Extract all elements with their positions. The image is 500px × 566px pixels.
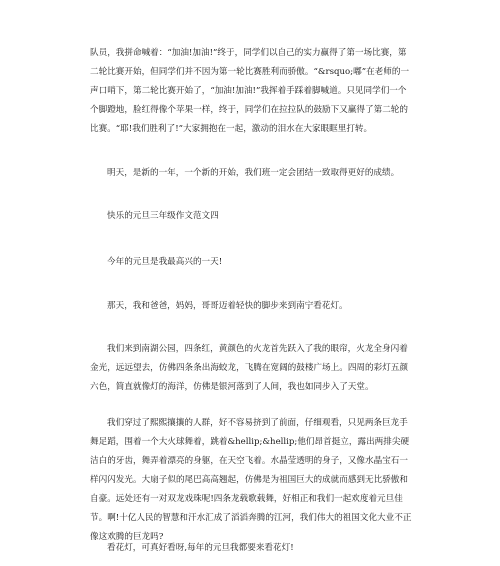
paragraph-victory-story: 队员，我拼命喊着：“加油!加油!”终于，同学们以自己的实力赢得了第一场比赛，第二轮比赛开始，但同学们并不因为第一轮比赛胜利而骄傲。“&rsquo;嘟”在老师的一声口哨下，第二轮比赛开始了，“加油!加油!”我挥着手踩着脚喊道。只见同学们一个个脚蹬地，脸红得像个苹果一样，终于，同学们在拉拉队的鼓励下又赢得了第二轮的比赛。“耶!我们胜利了!”大家拥抱在一起，激动的泪水在大家眼眶里打转。	[90, 48, 410, 134]
paragraph-new-year-resolution: 明天，是新的一年，一个新的开始，我们班一定会团结一致取得更好的成绩。	[107, 168, 400, 178]
section-title-essay-four: 快乐的元旦三年级作文范文四	[107, 211, 219, 221]
paragraph-nanhu-park: 我们来到南湖公园，四条红，黄颜色的火龙首先跃入了我的眼帘，火龙全身闪着金光，远远望去，仿佛四条条出海蛟龙，飞腾在宽阔的鼓楼广场上。四周的彩灯五颜六色，简直就像灯的海洋，仿佛是银河落到了人间，我也如同步入了天堂。	[90, 344, 408, 392]
paragraph-visit-lanterns: 那天，我和爸爸，妈妈，哥哥迈着轻快的脚步来到南宁看花灯。	[107, 301, 348, 311]
paragraph-happiest-day: 今年的元旦是我最高兴的一天!	[107, 257, 223, 267]
paragraph-closing: 看花灯，可真好看呀,每年的元旦我都要来看花灯!	[107, 543, 294, 553]
paragraph-dragon-dance: 我们穿过了熙熙攘攘的人群，好不容易挤到了前面，仔细观看，只见两条巨龙手舞足蹈，围着一个大火球舞着，跳着&hellip;&hellip;他们昂首挺立，露出两排尖硬洁白的牙齿，舞弄着漂亮的身躯，在天空飞着。水晶莹透明的身子，又像水晶宝石一样闪闪发光。大扇子似的尾巴高高翘起，仿佛是为祖国巨大的成就而感到无比骄傲和自豪。远处还有一对双龙戏珠呢!四条龙载歌载舞，好相正和我们一起欢度着元旦佳节。啊!十亿人民的智慧和汗水汇成了滔滔奔腾的江河，我们伟大的祖国文化大业不正像这欢腾的巨龙吗?	[90, 418, 412, 542]
